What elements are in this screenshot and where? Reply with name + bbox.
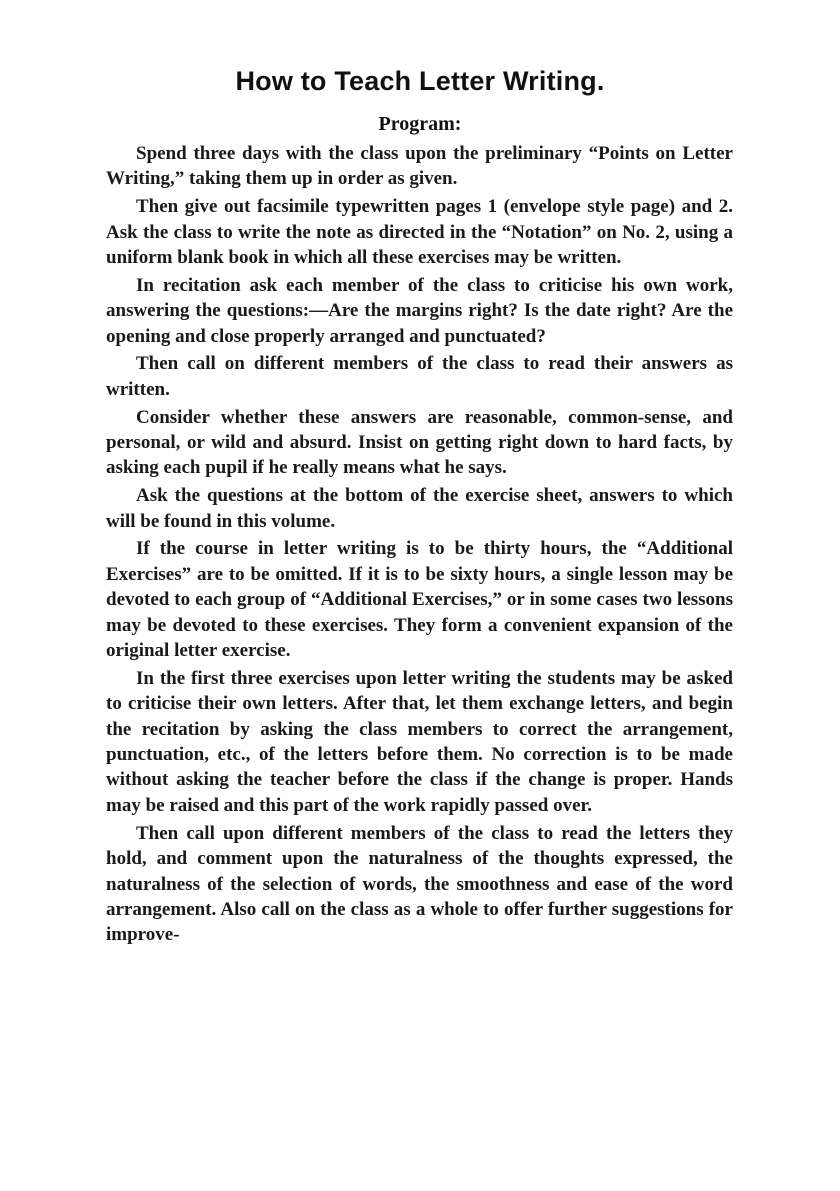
paragraph: If the course in letter writing is to be thirty hours, the “Additional Exercises” are to be omitted. If it is to be sixty hours, a single lesson may be devoted to each group of “Additional Exercises,” or in some cases two lessons may be devoted to these exercises. They form a convenient expansion of the original letter exercise. <box>106 538 733 662</box>
paragraph: Then call upon different members of the class to read the letters they hold, and comment upon the naturalness of the thoughts expressed, the naturalness of the selection of words, the smoothness and ease of the word arrangement. Also call on the class as a whole to offer further suggestions for improve- <box>106 822 733 946</box>
page-title: How to Teach Letter Writing. <box>235 66 605 96</box>
paragraph: Ask the questions at the bottom of the exercise sheet, answers to which will be found in this volume. <box>106 485 733 532</box>
paragraph: Consider whether these answers are reasonable, common-sense, and personal, or wild and absurd. Insist on getting right down to hard facts, by asking each pupil if he really means what he says. <box>106 406 733 479</box>
paragraph: In the first three exercises upon letter writing the students may be asked to criticise their own letters. After that, let them exchange letters, and begin the recitation by asking the class members to correct the arrangement, punctuation, etc., of the letters before them. No correction is to be made without asking the teacher before the class if the change is proper. Hands may be raised and this part of the work rapidly passed over. <box>106 667 733 816</box>
section-heading: Program: <box>378 113 462 135</box>
paragraph: Then call on different members of the class to read their answers as written. <box>106 353 733 400</box>
body-text <box>106 141 733 950</box>
paragraph: In recitation ask each member of the class to criticise his own work, answering the questions:—Are the margins right? Is the date right? Are the opening and close properly arranged and punctuated? <box>106 274 733 347</box>
paragraph: Then give out facsimile typewritten pages 1 (envelope style page) and 2. Ask the class to write the note as directed in the “Notation” on No. 2, using a uniform blank book in which all these exercises may be written. <box>106 196 733 269</box>
paragraph: Spend three days with the class upon the preliminary “Points on Letter Writing,” taking them up in order as given. <box>106 143 733 190</box>
